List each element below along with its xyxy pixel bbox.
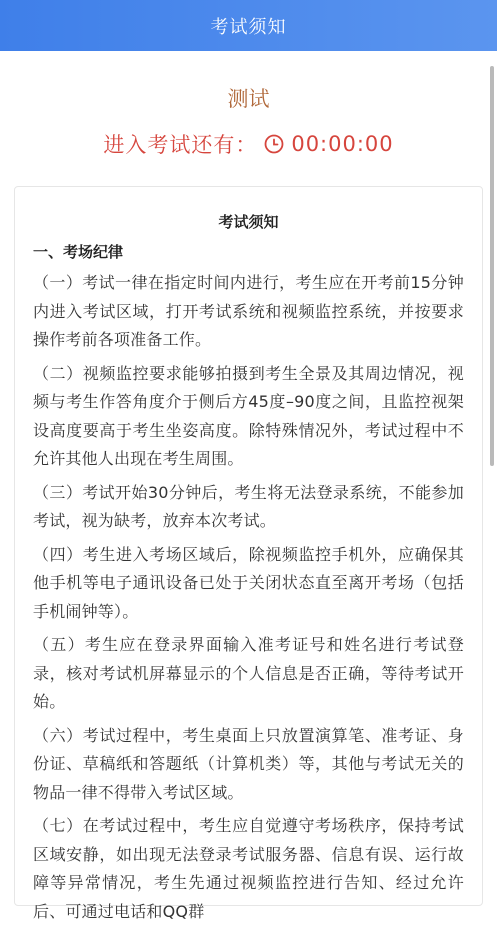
top-navbar — [0, 0, 497, 51]
section-heading: 一、考场纪律 — [33, 243, 124, 261]
notice-title: 考试须知 — [218, 213, 279, 231]
countdown-value: 00:00:00 — [291, 132, 394, 156]
countdown-row — [0, 129, 497, 159]
notice-paragraph-4: （四）考生进入考场区域后，除视频监控手机外，应确保其他手机等电子通讯设备已处于关闭状态直至离开考场（包括手机闹钟等）。 — [33, 544, 464, 621]
page-title: 考试须知 — [210, 16, 287, 38]
countdown-label: 进入考试还有： — [103, 133, 258, 157]
notice-paragraph-6: （六）考试过程中，考生桌面上只放置演算笔、准考证、身份证、草稿纸和答题纸（计算机类）等，其他与考试无关的物品一律不得带入考试区域。 — [33, 725, 464, 802]
notice-paragraph-1: （一）考试一律在指定时间内进行，考生应在开考前15分钟内进入考试区域，打开考试系统和视频监控系统，并按要求操作考前各项准备工作。 — [33, 273, 464, 349]
notice-paragraph-5: （五）考生应在登录界面输入准考证号和姓名进行考试登录，核对考试机屏幕显示的个人信息是否正确，等待考试开始。 — [33, 635, 464, 711]
notice-paragraph-7: （七）在考试过程中，考生应自觉遵守考场秩序，保持考试区域安静，如出现无法登录考试服务器、信息有误、运行故障等异常情况，考生先通过视频监控进行告知、经过允许后、可通过电话和QQ群 — [33, 816, 464, 921]
notice-card — [14, 186, 483, 921]
exam-subject: 测试 — [227, 87, 270, 111]
notice-paragraph-3: （三）考试开始30分钟后，考生将无法登录系统，不能参加考试，视为缺考，放弃本次考试。 — [33, 482, 464, 530]
scrollbar[interactable] — [490, 66, 494, 466]
clock-icon — [263, 133, 285, 155]
notice-paragraph-2: （二）视频监控要求能够拍摄到考生全景及其周边情况，视频与考生作答角度介于侧后方45度–90度之间，且监控视架设高度要高于考生坐姿高度。除特殊情况外，考试过程中不允许其他人出现在考生周围。 — [33, 363, 464, 468]
